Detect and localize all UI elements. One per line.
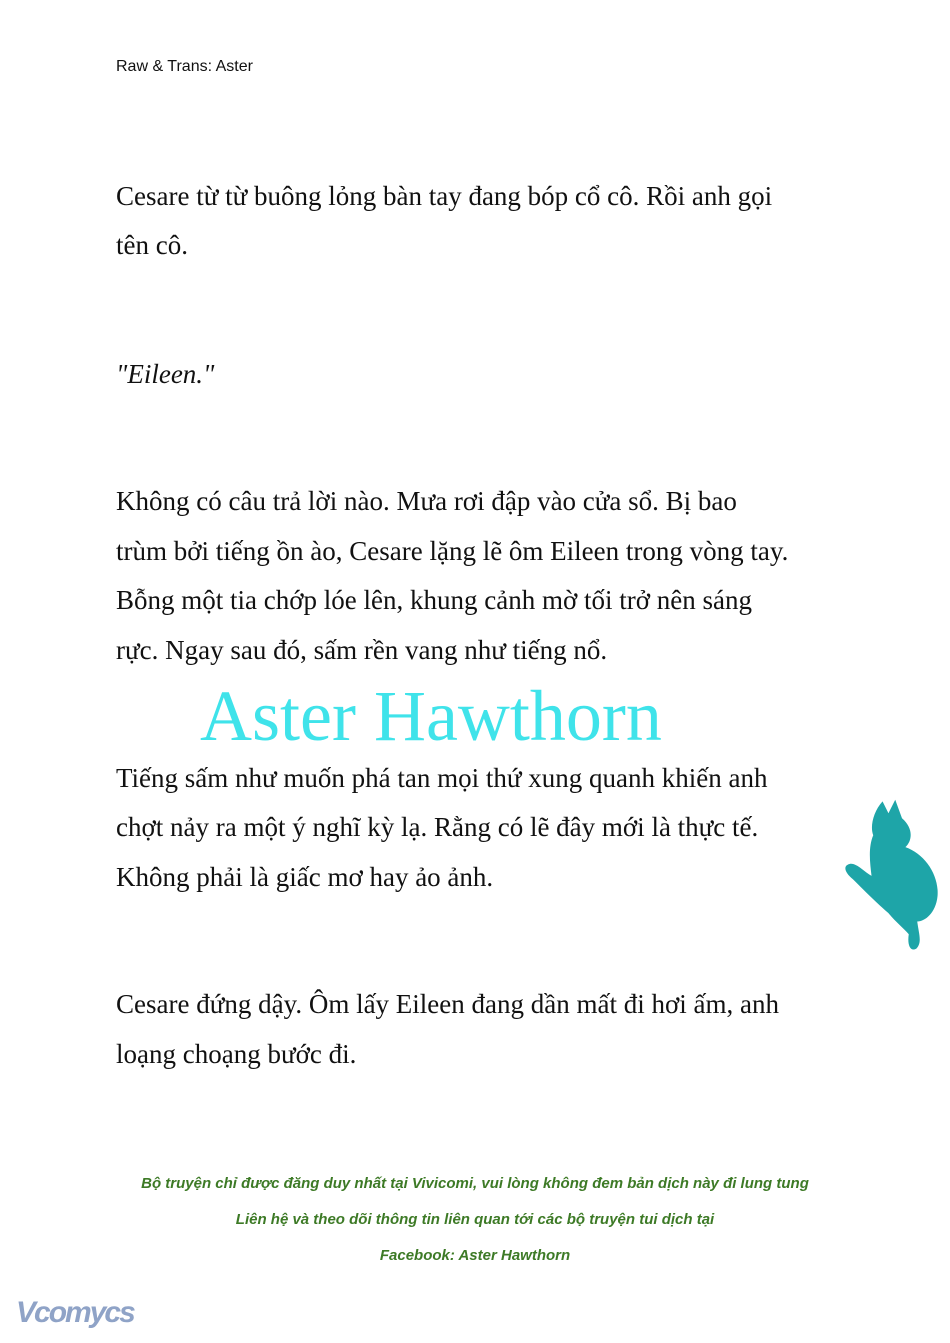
text-line: tên cô. <box>116 230 188 260</box>
text-line: rực. Ngay sau đó, sấm rền vang như tiếng nổ. <box>116 635 608 665</box>
text-line: Tiếng sấm như muốn phá tan mọi thứ xung quanh khiến anh <box>116 763 768 793</box>
watermark-text: Aster Hawthorn <box>200 676 662 756</box>
text-line: Bỗng một tia chớp lóe lên, khung cảnh mờ tối trở nên sáng <box>116 585 752 615</box>
text-line: trùm bởi tiếng ồn ào, Cesare lặng lẽ ôm Eileen trong vòng tay. <box>116 536 789 566</box>
footer-notice: Bộ truyện chỉ được đăng duy nhất tại Vivicomi, vui lòng không đem bản dịch này đi lung tung <box>141 1175 809 1192</box>
page-header: Raw & Trans: Aster <box>116 58 253 75</box>
footer-contact: Liên hệ và theo dõi thông tin liên quan tới các bộ truyện tui dịch tại <box>235 1211 715 1228</box>
footer-facebook[interactable]: Facebook: Aster Hawthorn <box>379 1247 571 1264</box>
text-line: Không có câu trả lời nào. Mưa rơi đập vào cửa sổ. Bị bao <box>116 486 737 516</box>
vcomycs-logo: Vcomycs <box>16 1296 134 1329</box>
dialogue-line: "Eileen." <box>116 359 215 389</box>
text-line: Cesare đứng dậy. Ôm lấy Eileen đang dần mất đi hơi ấm, anh <box>116 989 779 1019</box>
text-line: loạng choạng bước đi. <box>116 1039 357 1069</box>
text-line: chợt nảy ra một ý nghĩ kỳ lạ. Rằng có lẽ đây mới là thực tế. <box>116 812 759 842</box>
cat-silhouette-icon <box>836 790 946 960</box>
text-line: Cesare từ từ buông lỏng bàn tay đang bóp cổ cô. Rồi anh gọi <box>116 181 773 211</box>
text-line: Không phải là giấc mơ hay ảo ảnh. <box>116 862 494 892</box>
